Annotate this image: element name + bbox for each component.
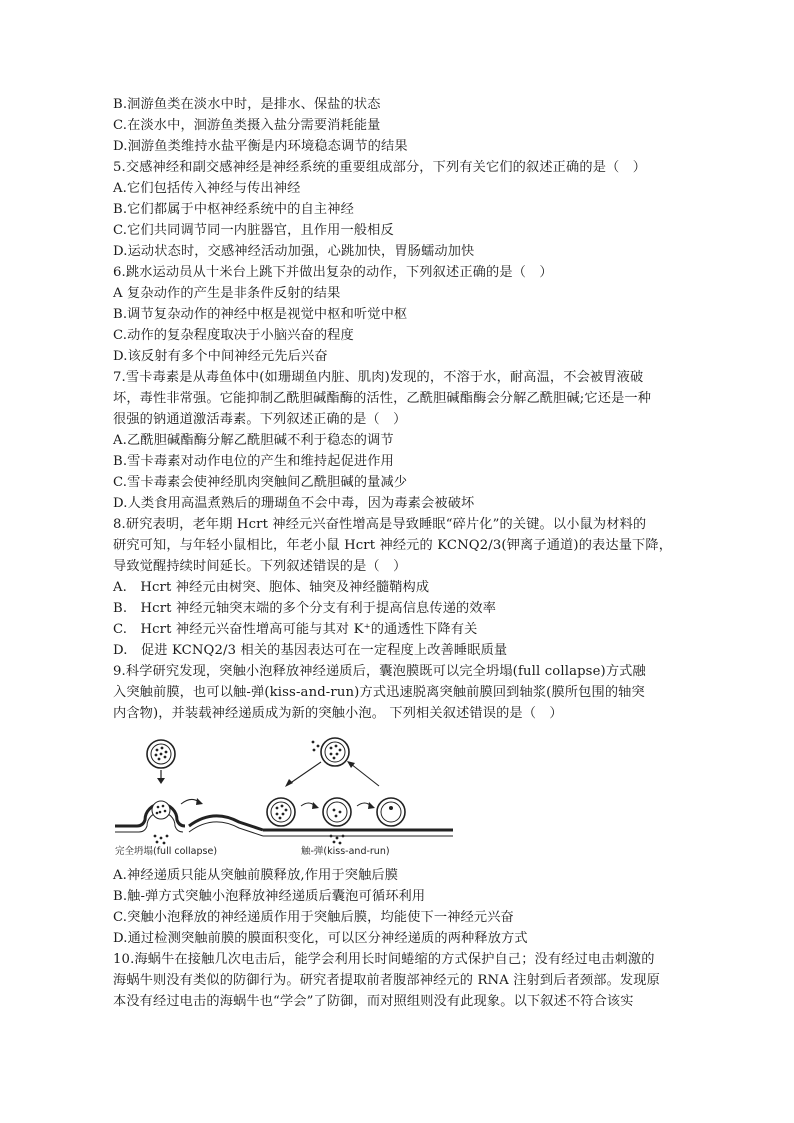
text-line: B.调节复杂动作的神经中枢是视觉中枢和听觉中枢 bbox=[113, 307, 408, 322]
question-5-stem: 5.交感神经和副交感神经是神经系统的重要组成部分，下列有关它们的叙述正确的是（ ） bbox=[113, 160, 647, 175]
question-7-stem: 7.雪卡毒素是从毒鱼体中(如珊瑚鱼内脏、肌肉)发现的，不溶于水，耐高温，不会被胃液破 bbox=[113, 370, 644, 385]
text-line: A.它们包括传入神经与传出神经 bbox=[113, 181, 301, 196]
question-8-stem: 8.研究表明，老年期 Hcrt 神经元兴奋性增高是导致睡眠“碎片化”的关键。以小鼠为材料的 bbox=[113, 517, 647, 532]
text-line: A.乙酰胆碱酯酶分解乙酰胆碱不利于稳态的调节 bbox=[113, 433, 394, 448]
kiss-and-run-label: 触-弹(kiss-and-run) bbox=[301, 846, 390, 857]
text-line: D.该反射有多个中间神经元先后兴奋 bbox=[113, 349, 328, 364]
text-line: B.触-弹方式突触小泡释放神经递质后囊泡可循环利用 bbox=[113, 889, 426, 904]
text-line: 坏，毒性非常强。它能抑制乙酰胆碱酯酶的活性，乙酰胆碱酯酶会分解乙酰胆碱;它还是一种 bbox=[113, 391, 652, 406]
text-line: 海蜗牛则没有类似的防御行为。研究者提取前者腹部神经元的 RNA 注射到后者颈部。发现原 bbox=[113, 973, 660, 988]
text-line: C.雪卡毒素会使神经肌肉突触间乙酰胆碱的量减少 bbox=[113, 475, 408, 490]
text-line: C. Hcrt 神经元兴奋性增高可能与其对 K⁺的通透性下降有关 bbox=[113, 622, 478, 637]
text-line: 本没有经过电击的海蜗牛也“学会”了防御，而对照组则没有此现象。以下叙述不符合该实 bbox=[113, 994, 634, 1009]
text-line: 入突触前膜，也可以触-弹(kiss-and-run)方式迅速脱离突触前膜回到轴浆(膜所包围的轴突 bbox=[113, 685, 645, 700]
text-line: B.它们都属于中枢神经系统中的自主神经 bbox=[113, 202, 354, 217]
text-line: A 复杂动作的产生是非条件反射的结果 bbox=[113, 286, 341, 301]
text-line: C.在淡水中，洄游鱼类摄入盐分需要消耗能量 bbox=[113, 118, 381, 133]
text-line: D.运动状态时，交感神经活动加强，心跳加快，胃肠蠕动加快 bbox=[113, 244, 475, 259]
question-6-stem: 6.跳水运动员从十米台上跳下并做出复杂的动作，下列叙述正确的是（ ） bbox=[113, 265, 553, 280]
text-line: D.通过检测突触前膜的膜面积变化，可以区分神经递质的两种释放方式 bbox=[113, 931, 528, 946]
text-line: C.它们共同调节同一内脏器官，且作用一般相反 bbox=[113, 223, 394, 238]
question-9-stem: 9.科学研究发现，突触小泡释放神经递质后，囊泡膜既可以完全坍塌(full collapse)方式融 bbox=[113, 664, 646, 679]
vesicle-release-figure bbox=[113, 726, 453, 858]
question-10-stem: 10.海蜗牛在接触几次电击后，能学会利用长时间蜷缩的方式保护自己；没有经过电击刺激的 bbox=[113, 952, 655, 967]
kiss-and-run-diagram bbox=[263, 738, 453, 857]
full-collapse-label: 完全坍塌(full collapse) bbox=[115, 846, 218, 857]
text-line: A.神经递质只能从突触前膜释放,作用于突触后膜 bbox=[113, 868, 399, 883]
text-line: A. Hcrt 神经元由树突、胞体、轴突及神经髓鞘构成 bbox=[113, 580, 430, 595]
text-line: D.洄游鱼类维持水盐平衡是内环境稳态调节的结果 bbox=[113, 139, 408, 154]
text-line: B. Hcrt 神经元轴突末端的多个分支有利于提高信息传递的效率 bbox=[113, 601, 497, 616]
text-line: 内含物)，并装载神经递质成为新的突触小泡。 下列相关叙述错误的是（ ） bbox=[113, 706, 563, 721]
text-line: B.雪卡毒素对动作电位的产生和维持起促进作用 bbox=[113, 454, 394, 469]
text-line: C.动作的复杂程度取决于小脑兴奋的程度 bbox=[113, 328, 354, 343]
text-line: D. 促进 KCNQ2/3 相关的基因表达可在一定程度上改善睡眠质量 bbox=[113, 643, 508, 658]
text-line: 很强的钠通道激活毒素。下列叙述正确的是（ ） bbox=[113, 412, 407, 427]
full-collapse-diagram bbox=[115, 740, 263, 857]
text-line: D.人类食用高温煮熟后的珊瑚鱼不会中毒，因为毒素会被破坏 bbox=[113, 496, 475, 511]
text-line: C.突触小泡释放的神经递质作用于突触后膜，均能使下一神经元兴奋 bbox=[113, 910, 514, 925]
text-line: B.洄游鱼类在淡水中时，是排水、保盐的状态 bbox=[113, 97, 381, 112]
text-line: 导致觉醒持续时间延长。下列叙述错误的是（ ） bbox=[113, 559, 407, 574]
text-line: 研究可知，与年轻小鼠相比，年老小鼠 Hcrt 神经元的 KCNQ2/3(钾离子通道)的表达量下降， bbox=[113, 538, 673, 553]
